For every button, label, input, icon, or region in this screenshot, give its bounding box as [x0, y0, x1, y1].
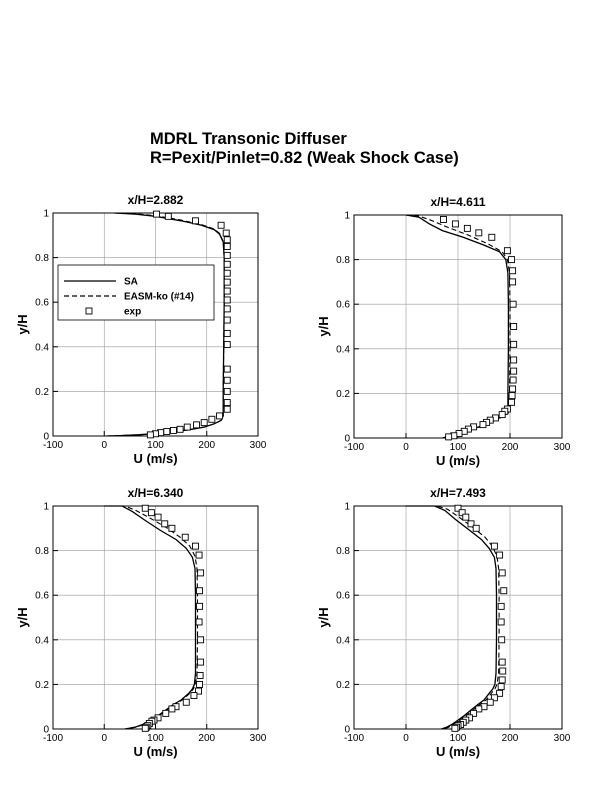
x-tick-label: 200 — [198, 733, 216, 744]
exp-data-point — [163, 710, 169, 716]
x-axis-label: U (m/s) — [435, 453, 481, 468]
exp-data-point — [182, 534, 188, 540]
exp-data-point — [510, 377, 516, 383]
exp-data-point — [164, 429, 170, 435]
y-tick-label: 0.2 — [336, 679, 350, 691]
exp-data-point — [509, 257, 515, 263]
exp-data-point — [499, 637, 505, 643]
exp-data-point — [142, 505, 148, 511]
x-tick-label: -100 — [42, 440, 64, 451]
x-tick-label: 100 — [147, 733, 164, 744]
x-tick-label: 100 — [449, 442, 467, 453]
exp-data-point — [198, 570, 204, 576]
y-tick-label: 0 — [43, 431, 49, 443]
exp-data-point — [224, 306, 230, 312]
exp-data-point — [224, 406, 230, 412]
exp-data-point — [196, 552, 202, 558]
exp-data-point — [499, 412, 505, 418]
exp-data-point — [497, 552, 503, 558]
exp-data-point — [209, 416, 215, 422]
y-tick-label: 1 — [344, 501, 350, 513]
exp-data-point — [511, 341, 517, 347]
exp-data-point — [198, 659, 204, 665]
exp-data-point — [177, 426, 183, 432]
y-axis-label: y/H — [316, 316, 331, 337]
y-tick-label: 0.4 — [336, 344, 350, 356]
exp-data-point — [224, 261, 230, 267]
chart-panel-3 — [15, 486, 267, 759]
exp-data-point — [198, 637, 204, 643]
exp-data-point — [224, 270, 230, 276]
y-tick-label: 0.6 — [35, 590, 49, 602]
exp-data-point — [489, 234, 495, 240]
exp-data-point — [142, 725, 148, 731]
exp-data-point — [509, 399, 515, 405]
exp-data-point — [224, 342, 230, 348]
exp-data-point — [224, 243, 230, 249]
exp-data-point — [197, 681, 203, 687]
exp-data-point — [148, 510, 154, 516]
exp-data-point — [498, 619, 504, 625]
exp-data-point — [170, 427, 176, 433]
exp-data-point — [155, 514, 161, 520]
exp-data-point — [197, 588, 203, 594]
x-tick-label: 0 — [403, 442, 409, 453]
exp-data-point — [501, 588, 507, 594]
exp-data-point — [154, 211, 160, 217]
exp-data-point — [499, 659, 505, 665]
y-tick-label: 1 — [43, 208, 49, 220]
figure-title-line-2: R=Pexit/Pinlet=0.82 (Weak Shock Case) — [150, 149, 459, 167]
exp-data-point — [446, 434, 452, 440]
x-tick-label: 0 — [101, 440, 108, 451]
x-tick-label: 300 — [249, 733, 267, 744]
y-axis-label: y/H — [316, 607, 331, 628]
exp-data-point — [473, 525, 479, 531]
x-tick-label: 300 — [249, 440, 267, 451]
y-tick-label: 0.4 — [336, 635, 350, 647]
exp-data-point — [511, 368, 517, 374]
legend-marker-exp — [86, 308, 92, 314]
y-tick-label: 0 — [43, 724, 49, 736]
chart-panel-2 — [316, 195, 571, 468]
chart-panel-1 — [15, 193, 267, 466]
y-tick-label: 0.8 — [35, 253, 49, 265]
y-tick-label: 0.6 — [35, 297, 49, 309]
legend-label: EASM-ko (#14) — [124, 291, 195, 303]
exp-data-point — [197, 672, 203, 678]
panel-title: x/H=6.340 — [127, 486, 184, 500]
legend-label: SA — [124, 276, 138, 288]
exp-data-point — [192, 218, 198, 224]
x-tick-label: -100 — [42, 733, 64, 744]
x-tick-label: 200 — [198, 440, 216, 451]
exp-data-point — [218, 222, 224, 228]
x-tick-label: 200 — [501, 442, 519, 453]
x-tick-label: 300 — [553, 442, 571, 453]
y-tick-label: 0.4 — [35, 635, 49, 647]
exp-data-point — [499, 570, 505, 576]
y-tick-label: 0 — [344, 724, 350, 736]
x-axis-label: U (m/s) — [435, 744, 481, 759]
exp-data-point — [162, 521, 168, 527]
exp-data-point — [487, 699, 493, 705]
exp-data-point — [224, 317, 230, 323]
exp-data-point — [224, 288, 230, 294]
y-tick-label: 0.8 — [336, 546, 350, 558]
y-tick-label: 0.6 — [336, 299, 350, 311]
exp-data-point — [509, 393, 515, 399]
exp-data-point — [511, 357, 517, 363]
exp-data-point — [476, 230, 482, 236]
series-line-sa — [406, 506, 497, 729]
exp-data-point — [224, 237, 230, 243]
panel-title: x/H=7.493 — [430, 486, 486, 500]
x-tick-label: -100 — [343, 733, 365, 744]
exp-data-point — [147, 432, 153, 438]
exp-data-point — [498, 603, 504, 609]
x-tick-label: 100 — [449, 733, 467, 744]
legend-label: exp — [124, 306, 142, 318]
exp-data-point — [169, 706, 175, 712]
y-tick-label: 0.2 — [35, 386, 49, 398]
x-tick-label: 0 — [403, 733, 409, 744]
exp-data-point — [201, 420, 207, 426]
exp-data-point — [224, 388, 230, 394]
y-tick-label: 0.8 — [336, 255, 350, 267]
exp-data-point — [500, 668, 506, 674]
x-tick-label: 100 — [147, 440, 164, 451]
exp-data-point — [196, 619, 202, 625]
exp-data-point — [499, 677, 505, 683]
exp-data-point — [197, 603, 203, 609]
x-tick-label: -100 — [343, 442, 365, 453]
exp-data-point — [510, 301, 516, 307]
x-tick-label: 200 — [501, 733, 519, 744]
y-tick-label: 0.2 — [336, 388, 350, 400]
exp-data-point — [511, 324, 517, 330]
exp-data-point — [217, 413, 223, 419]
exp-data-point — [224, 366, 230, 372]
x-axis-label: U (m/s) — [133, 451, 178, 466]
exp-data-point — [224, 252, 230, 258]
y-tick-label: 0.6 — [336, 590, 350, 602]
figure-title-line-1: MDRL Transonic Diffuser — [150, 130, 347, 148]
exp-data-point — [510, 268, 516, 274]
exp-data-point — [440, 216, 446, 222]
exp-data-point — [510, 279, 516, 285]
panel-title: x/H=2.882 — [127, 193, 184, 207]
exp-data-point — [224, 330, 230, 336]
exp-data-point — [224, 297, 230, 303]
x-tick-label: 0 — [101, 733, 108, 744]
y-axis-label: y/H — [15, 607, 30, 628]
exp-data-point — [192, 543, 198, 549]
panel-title: x/H=4.611 — [430, 195, 486, 209]
exp-data-point — [491, 543, 497, 549]
exp-data-point — [480, 422, 486, 428]
exp-data-point — [223, 230, 229, 236]
exp-data-point — [183, 699, 189, 705]
exp-data-point — [194, 422, 200, 428]
y-tick-label: 0.8 — [35, 546, 49, 558]
exp-data-point — [510, 386, 516, 392]
exp-data-point — [452, 221, 458, 227]
chart-panel-4 — [316, 486, 571, 759]
y-tick-label: 0.2 — [35, 679, 49, 691]
exp-data-point — [498, 684, 504, 690]
exp-data-point — [224, 400, 230, 406]
exp-data-point — [504, 248, 510, 254]
y-tick-label: 1 — [43, 501, 49, 513]
exp-data-point — [464, 225, 470, 231]
exp-data-point — [224, 377, 230, 383]
exp-data-point — [463, 514, 469, 520]
exp-data-point — [169, 525, 175, 531]
legend — [58, 265, 214, 320]
exp-data-point — [184, 424, 190, 430]
exp-data-point — [165, 213, 171, 219]
x-tick-label: 300 — [553, 733, 571, 744]
exp-data-point — [452, 725, 458, 731]
y-tick-label: 0.4 — [35, 342, 49, 354]
y-tick-label: 0 — [344, 433, 350, 445]
x-axis-label: U (m/s) — [133, 744, 178, 759]
series-line-sa — [406, 215, 508, 438]
series-line-easm — [406, 506, 499, 729]
y-axis-label: y/H — [15, 314, 30, 335]
exp-data-point — [191, 693, 197, 699]
y-tick-label: 1 — [344, 210, 350, 222]
exp-data-point — [224, 279, 230, 285]
